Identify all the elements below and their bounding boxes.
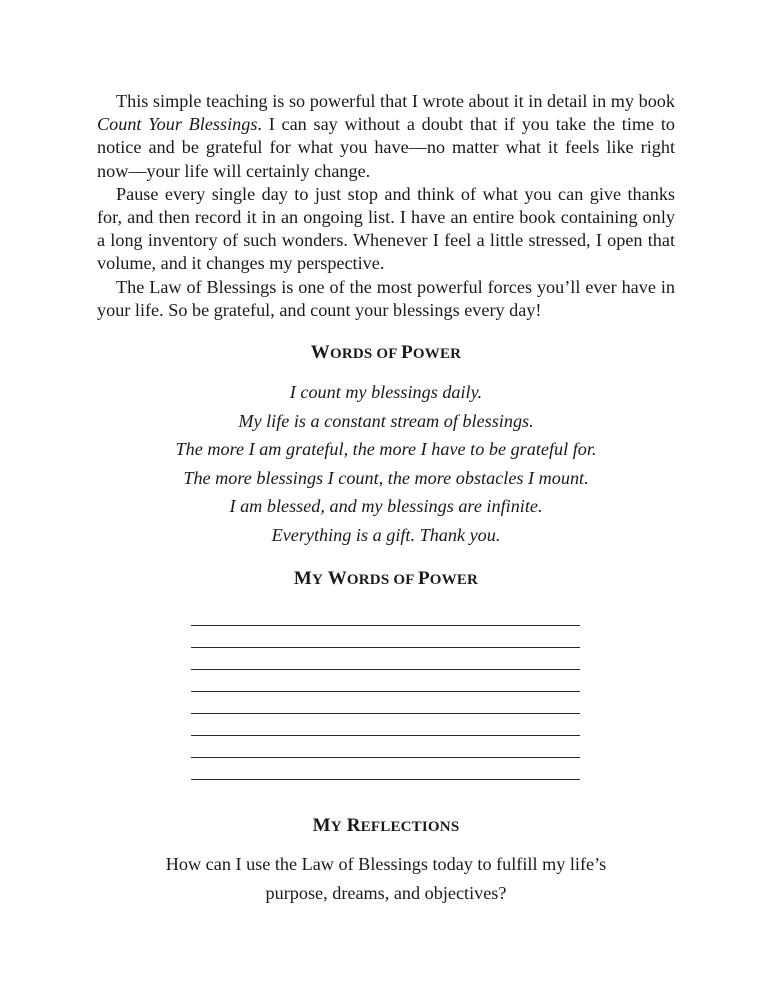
affirmation: I am blessed, and my blessings are infinite. (229, 496, 543, 516)
heading-smallcaps: EFLECTIONS (360, 819, 460, 835)
heading-smallcaps: ORDS (330, 346, 373, 362)
my-reflections-heading (0, 815, 772, 837)
blank-writing-line (191, 735, 580, 736)
reflection-question-line: How can I use the Law of Blessings today to fulfill my life’s (165, 854, 607, 874)
book-title-italic: Count Your Blessings (97, 114, 258, 135)
paragraph-1-text-end: . I can say without a doubt that if you take the time to notice and be grateful for what you have—no matter what it feels like right now—your life will certainly change. (97, 114, 675, 181)
heading-smallcaps: OF (389, 572, 418, 588)
blank-writing-line (191, 779, 580, 780)
heading-smallcaps: OF (372, 346, 402, 362)
reflection-question (0, 850, 772, 908)
affirmation: The more blessings I count, the more obstacles I mount. (183, 467, 589, 488)
heading-letter: W (310, 342, 330, 363)
my-words-of-power-heading (0, 568, 772, 590)
heading-letter: M (312, 815, 331, 836)
heading-smallcaps: OWER (429, 572, 479, 588)
blank-writing-line (191, 669, 580, 670)
heading-smallcaps: OWER (412, 346, 462, 362)
paragraph-1-text-start: This simple teaching is so powerful that I wrote about it in detail in my book (116, 91, 675, 111)
paragraph-2: Pause every single day to just stop and think of what you can give thanks for, and then record it in an ongoing list. I have an entire book containing only a long inventory of such wonders. Whenever I feel a little stressed, I open that volume, and it changes my perspective. (97, 183, 675, 274)
affirmation: I count my blessings daily. (289, 382, 483, 402)
affirmation: Everything is a gift. Thank you. (271, 524, 501, 545)
words-of-power-heading (0, 342, 772, 364)
affirmation: My life is a constant stream of blessings. (238, 410, 534, 431)
body-text (97, 90, 675, 322)
heading-letter: W (327, 568, 347, 589)
paragraph-1 (97, 90, 675, 183)
writing-lines (191, 625, 580, 801)
affirmations-list (0, 378, 772, 549)
heading-letter: P (401, 342, 413, 363)
blank-writing-line (191, 647, 580, 648)
heading-letter: R (346, 815, 361, 836)
paragraph-3: The Law of Blessings is one of the most powerful forces you’ll ever have in your life. So be grateful, and count your blessings every day! (97, 276, 675, 320)
heading-smallcaps: Y (330, 819, 342, 835)
heading-letter: M (293, 568, 313, 589)
heading-smallcaps: Y (312, 572, 324, 588)
heading-smallcaps: ORDS (346, 572, 390, 588)
blank-writing-line (191, 713, 580, 714)
blank-writing-line (191, 691, 580, 692)
blank-writing-line (191, 757, 580, 758)
reflection-question-line: purpose, dreams, and objectives? (265, 883, 507, 903)
blank-writing-line (191, 625, 580, 626)
heading-letter: P (417, 568, 430, 589)
affirmation: The more I am grateful, the more I have to be grateful for. (175, 439, 597, 459)
